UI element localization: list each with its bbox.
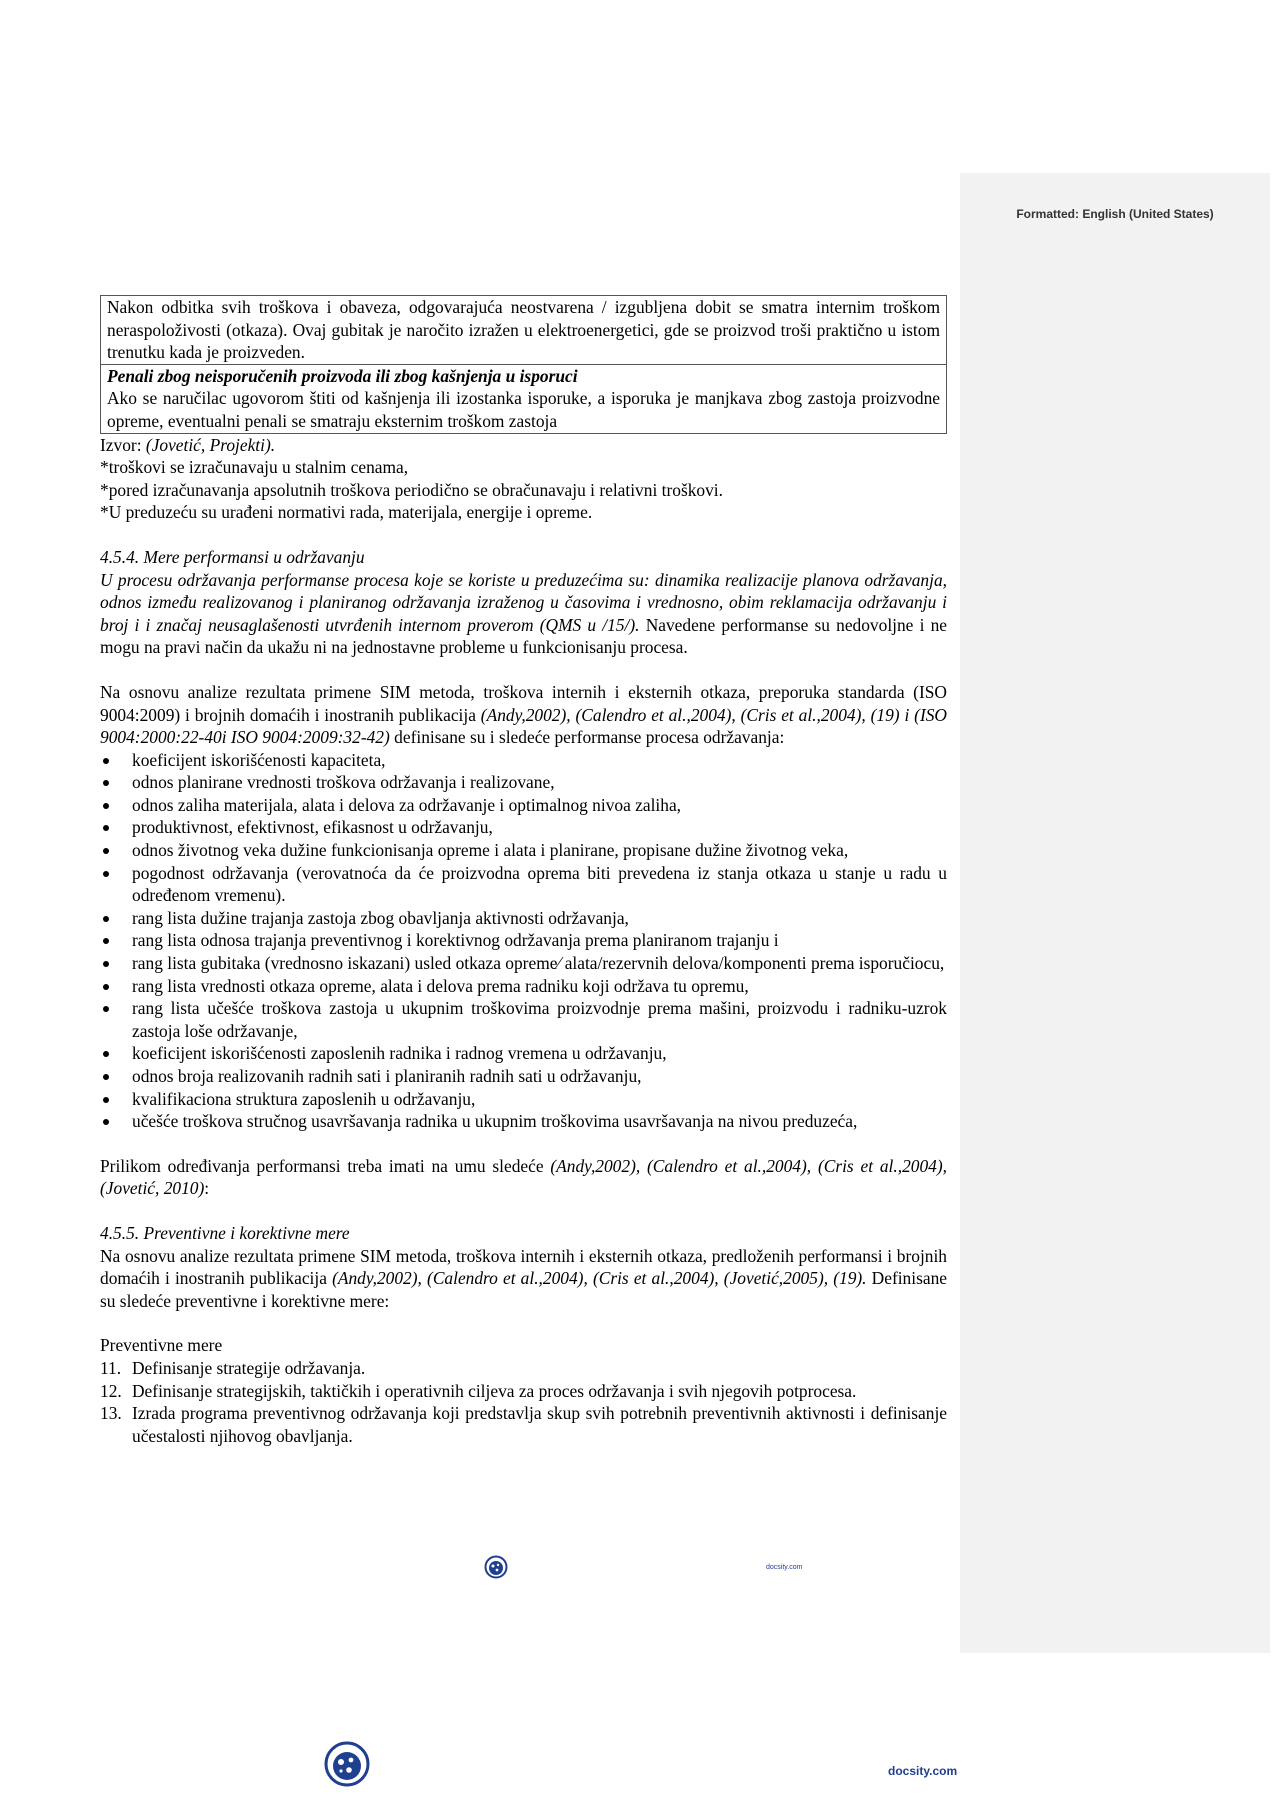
list-item-text: pogodnost održavanja (verovatnoća da će proizvodna oprema biti prevedena iz stanja otkaza u stanje u radu u određenom vremenu).: [132, 862, 947, 906]
list-item: [100, 794, 947, 817]
list-item: [100, 1065, 947, 1088]
list-item-text: odnos zaliha materijala, alata i delova za održavanje i optimalnog nivoa zaliha,: [132, 794, 682, 815]
bullet-dot-icon: [103, 1006, 109, 1012]
section-454-paragraph: [100, 569, 947, 659]
list-item-number: 12.: [100, 1380, 122, 1401]
analysis-part1: Na osnovu analize rezultata primene SIM metoda, troškova internih i eksternih otkaza, preporuka standarda (ISO 9004:2009) i brojnih domaćih i inostranih publikacija: [100, 681, 947, 725]
footer-brand-link[interactable]: docsity.com: [888, 1764, 958, 1778]
list-item-text: produktivnost, efektivnost, efikasnost u održavanju,: [132, 817, 493, 838]
note-line: *pored izračunavanja apsolutnih troškova periodično se obračunavaju i relativni troškovi.: [100, 479, 723, 500]
penalties-text: Ako se naručilac ugovorom štiti od kašnjenja ili izostanka isporuke, a isporuka je manjkava zbog zastoja proizvodne opreme, eventualni penali se smatraju eksternim troškom zastoja: [107, 388, 940, 431]
list-item-text: odnos broja realizovanih radnih sati i planiranih radnih sati u održavanju,: [132, 1066, 642, 1086]
analysis-part2: definisane su i sledeće performanse procesa održavanja:: [389, 727, 785, 748]
list-item-text: Definisanje strategijskih, taktičkih i operativnih ciljeva za proces održavanja i svih njegovih potprocesa.: [132, 1380, 857, 1401]
comment-pane: [960, 173, 1270, 1653]
list-item-number: 11.: [100, 1357, 122, 1378]
performance-list: [100, 749, 947, 1133]
cost-table: [100, 295, 947, 434]
section-heading-455: 4.5.5. Preventivne i korektivne mere: [100, 1222, 350, 1243]
spacer: [100, 659, 947, 681]
bullet-dot-icon: [103, 961, 109, 967]
prilikom-part1: Prilikom određivanja performansi treba imati na umu sledeće: [100, 1155, 551, 1176]
bullet-dot-icon: [103, 848, 109, 854]
list-item: [100, 839, 947, 862]
note-line: *troškovi se izračunavaju u stalnim cenama,: [100, 457, 409, 478]
bullet-dot-icon: [103, 938, 109, 944]
section-heading-454: 4.5.4. Mere performansi u održavanju: [100, 546, 365, 567]
prilikom-refs: (Andy,2002), (Calendro et al.,2004), (Cris et al.,2004), (Jovetić, 2010): [100, 1155, 947, 1199]
bullet-dot-icon: [103, 1074, 109, 1080]
list-item-text: rang lista učešće troškova zastoja u ukupnim troškovima proizvodnje prema mašini, proizvodu i radniku-uzrok zastoja loše održavanje,: [132, 998, 947, 1041]
spacer: [100, 1133, 947, 1155]
spacer: [100, 524, 947, 546]
prilikom-paragraph: [100, 1155, 947, 1200]
section-455-refs: (Andy,2002), (Calendro et al.,2004), (Cris et al.,2004), (Jovetić,2005), (19).: [332, 1268, 867, 1289]
list-item: [100, 1357, 947, 1380]
preventive-title: Preventivne mere: [100, 1335, 223, 1356]
section-455-paragraph: [100, 1245, 947, 1313]
bullet-dot-icon: [103, 916, 109, 922]
list-item: [100, 952, 947, 975]
bullet-dot-icon: [103, 1097, 109, 1103]
bullet-dot-icon: [103, 825, 109, 831]
bullet-dot-icon: [103, 1051, 109, 1057]
section-454-normal: Navedene performanse su nedovoljne i ne mogu na pravi način da ukažu ni na jednostavne probleme u funkcionisanju procesa.: [100, 614, 948, 658]
list-item-text: rang lista dužine trajanja zastoja zbog obavljanja aktivnosti održavanja,: [132, 907, 629, 928]
list-item: [100, 975, 947, 998]
bullet-dot-icon: [103, 871, 109, 877]
list-item: [100, 1110, 947, 1133]
section-454-italic: U procesu održavanja performanse procesa koje se koriste u preduzećima su: dinamika realizacije planova održavanja, odnos između realizovanog i planiranog održavanja izraženog u časovima i vrednosno, obim reklamacija održavanju i broj i i značaj neusaglašenosti utvrđenih internom proverom (QMS u /15/).: [100, 569, 947, 635]
list-item-text: učešće troškova stručnog usavršavanja radnika u ukupnim troškovima usavršavanja na nivou preduzeća,: [132, 1111, 858, 1132]
list-item-text: odnos životnog veka dužine funkcionisanja opreme i alata i planirane, propisane dužine životnog veka,: [132, 840, 849, 861]
analysis-paragraph: [100, 681, 947, 749]
source-line: [100, 434, 947, 457]
bullet-dot-icon: [103, 780, 109, 786]
list-item-text: kvalifikaciona struktura zaposlenih u održavanju,: [132, 1088, 476, 1109]
list-item-text: koeficijent iskorišćenosti kapaciteta,: [132, 749, 386, 770]
list-item-text: koeficijent iskorišćenosti zaposlenih radnika i radnog vremena u održavanju,: [132, 1043, 667, 1064]
list-item: [100, 862, 947, 907]
spacer: [100, 1200, 947, 1222]
list-item-text: odnos planirane vrednosti troškova održavanja i realizovane,: [132, 772, 555, 793]
list-item: [100, 1380, 947, 1403]
bullet-dot-icon: [103, 984, 109, 990]
list-item: [100, 1402, 947, 1447]
table-cell-lost-profit: Nakon odbitka svih troškova i obaveza, odgovarajuća neostvarena / izgubljena dobit se smatra internim troškom neraspoloživosti (otkaza). Ovaj gubitak je naročito izražen u elektroenergetici, gde se proizvod troši praktično u istom trenutku kada je proizveden.: [101, 296, 947, 365]
analysis-refs: (Andy,2002), (Calendro et al.,2004), (Cris et al.,2004), (19) i (ISO 9004:2000:22-40i ISO 9004:2009:32-42): [100, 704, 947, 748]
section-455-part2: Definisane su sledeće preventivne i korektivne mere:: [100, 1268, 947, 1311]
docsity-logo-icon: [324, 1741, 370, 1787]
table-row: [101, 364, 947, 433]
penalties-title: Penali zbog neisporučenih proizvoda ili zbog kašnjenja u isporuci: [107, 365, 578, 386]
list-item-text: rang lista odnosa trajanja preventivnog i korektivnog održavanja prema planiranom trajanju i: [132, 930, 779, 951]
list-item: [100, 771, 947, 794]
source-label: Izvor:: [100, 434, 146, 455]
list-item: [100, 816, 947, 839]
bullet-dot-icon: [103, 803, 109, 809]
source-ref: (Jovetić, Projekti).: [145, 434, 276, 455]
docsity-logo-icon: [484, 1555, 508, 1579]
list-item-number: 13.: [100, 1403, 122, 1424]
spacer: [100, 1312, 947, 1334]
section-455-part1: Na osnovu analize rezultata primene SIM metoda, troškova internih i eksternih otkaza, predloženih performansi i brojnih domaćih i inostranih publikacija: [100, 1245, 947, 1289]
prilikom-part2: :: [204, 1178, 210, 1199]
table-row: [101, 296, 947, 365]
list-item-text: Izrada programa preventivnog održavanja koji predstavlja skup svih potrebnih preventivnih aktivnosti i definisanje učestalosti njihovog obavljanja.: [132, 1403, 947, 1446]
watermark-brand-text: docsity.com: [766, 1564, 803, 1571]
list-item-text: Definisanje strategije održavanja.: [132, 1357, 366, 1378]
bullet-dot-icon: [103, 758, 109, 764]
preventive-list: [100, 1357, 947, 1447]
note-line: *U preduzeću su urađeni normativi rada, materijala, energije i opreme.: [100, 502, 593, 523]
list-item: [100, 749, 947, 772]
list-item: [100, 929, 947, 952]
list-item: [100, 907, 947, 930]
list-item: [100, 997, 947, 1042]
list-item: [100, 1088, 947, 1111]
document-content: [100, 295, 947, 1447]
comment-label: Formatted: English (United States): [1016, 207, 1214, 221]
list-item: [100, 1042, 947, 1065]
table-cell-penalties: [101, 364, 947, 433]
list-item-text: rang lista vrednosti otkaza opreme, alata i delova prema radniku koji održava tu opremu,: [132, 975, 749, 996]
list-item-text: rang lista gubitaka (vrednosno iskazani) usled otkaza opreme⁄ alata/rezervnih delova/komponenti prema isporučiocu,: [132, 953, 945, 974]
bullet-dot-icon: [103, 1119, 109, 1125]
